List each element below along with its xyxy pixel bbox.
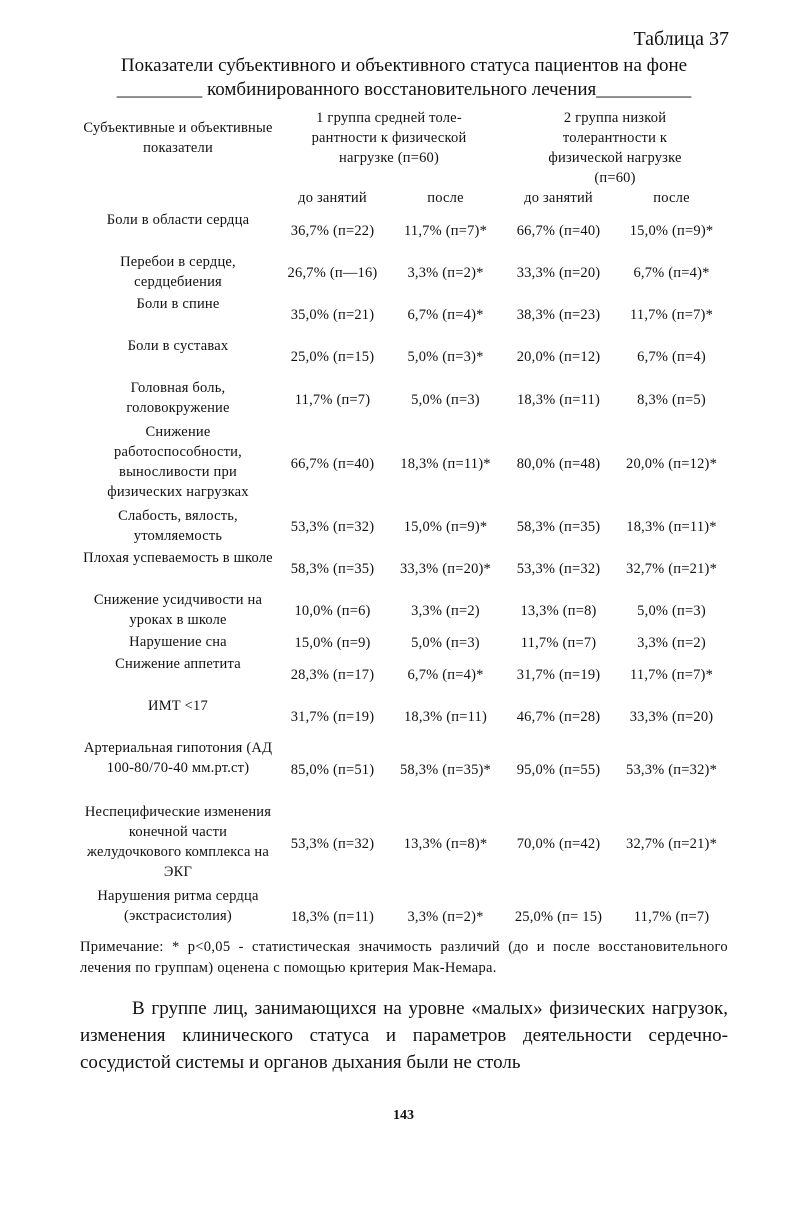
table-title — [80, 54, 728, 102]
row-indicator: Неспецифические изменения конечной части желудочкового комплекса на ЭКГ — [84, 804, 272, 880]
cell-g2-after: 11,7% (п=7)* — [629, 667, 714, 683]
subheader-before: до занятий — [298, 190, 367, 206]
cell-g1-before: 18,3% (п=11) — [290, 909, 375, 925]
cell-g2-after: 11,7% (п=7) — [633, 909, 710, 925]
cell-g1-after: 5,0% (п=3) — [411, 635, 480, 651]
cell-g2-after: 32,7% (п=21)* — [626, 836, 718, 852]
cell-g2-before: 46,7% (п=28) — [516, 709, 601, 725]
cell-g1-after: 18,3% (п=11)* — [400, 456, 491, 472]
cell-g2-after: 5,0% (п=3) — [637, 603, 706, 619]
cell-g1-before: 66,7% (п=40) — [290, 456, 375, 472]
table-row — [80, 378, 728, 422]
cell-g1-after: 3,3% (п=2)* — [407, 265, 484, 281]
row-indicator: Нарушения ритма сердца (экстрасистолия) — [97, 888, 259, 924]
cell-g1-before: 53,3% (п=32) — [290, 836, 375, 852]
cell-g2-after: 33,3% (п=20) — [629, 709, 714, 725]
cell-g1-after: 5,0% (п=3) — [411, 392, 480, 408]
cell-g2-before: 11,7% (п=7) — [520, 635, 597, 651]
cell-g2-before: 95,0% (п=55) — [516, 762, 601, 778]
cell-g2-before: 38,3% (п=23) — [516, 307, 601, 323]
table-row — [80, 802, 728, 886]
data-table — [80, 104, 728, 948]
subheader-before: до занятий — [524, 190, 593, 206]
cell-g1-after: 33,3% (п=20)* — [399, 561, 492, 577]
table-row — [80, 738, 728, 802]
cell-g2-after: 8,3% (п=5) — [637, 392, 706, 408]
row-indicator: Головная боль, головокружение — [126, 380, 230, 416]
row-indicator: Боли в спине — [136, 296, 220, 312]
cell-g2-after: 15,0% (п=9)* — [629, 223, 714, 239]
table-row — [80, 696, 728, 738]
row-indicator: Плохая успеваемость в школе — [83, 550, 273, 566]
cell-g1-after: 58,3% (п=35)* — [399, 762, 492, 778]
row-indicator: Снижение усидчивости на уроках в школе — [93, 592, 263, 628]
page-number: 143 — [393, 1108, 414, 1123]
paragraph-text: В группе лиц, занимающихся на уровне «малых» физических нагрузок, изменения клинического статуса и параметров деятельности сердечно-сосудистой системы и органов дыхания были не столь — [80, 998, 728, 1073]
cell-g2-before: 66,7% (п=40) — [516, 223, 601, 239]
cell-g2-after: 6,7% (п=4) — [637, 349, 706, 365]
row-indicator: Перебои в сердце, сердцебиения — [120, 254, 236, 290]
cell-g2-before: 33,3% (п=20) — [516, 265, 601, 281]
cell-g1-before: 58,3% (п=35) — [290, 561, 375, 577]
cell-g1-before: 36,7% (п=22) — [290, 223, 375, 239]
cell-g1-before: 26,7% (п—16) — [287, 265, 378, 281]
cell-g1-before: 11,7% (п=7) — [294, 392, 371, 408]
cell-g2-after: 20,0% (п=12)* — [626, 456, 718, 472]
row-indicator: Нарушение сна — [129, 634, 227, 650]
cell-g1-after: 5,0% (п=3)* — [407, 349, 484, 365]
cell-g1-after: 11,7% (п=7)* — [403, 223, 488, 239]
header-row — [80, 104, 728, 188]
cell-g1-before: 25,0% (п=15) — [290, 349, 375, 365]
subheader-after: после — [653, 190, 690, 206]
cell-g1-before: 28,3% (п=17) — [290, 667, 375, 683]
table-row — [80, 548, 728, 590]
cell-g1-before: 31,7% (п=19) — [290, 709, 375, 725]
cell-g2-after: 53,3% (п=32)* — [626, 762, 718, 778]
cell-g1-before: 53,3% (п=32) — [290, 519, 375, 535]
table-row — [80, 590, 728, 632]
table-row — [80, 506, 728, 548]
cell-g2-before: 31,7% (п=19) — [516, 667, 601, 683]
table-row — [80, 632, 728, 654]
subheader-after: после — [427, 190, 464, 206]
cell-g2-before: 58,3% (п=35) — [516, 519, 601, 535]
cell-g1-after: 15,0% (п=9)* — [403, 519, 488, 535]
cell-g2-before: 53,3% (п=32) — [516, 561, 601, 577]
cell-g1-after: 13,3% (п=8)* — [403, 836, 488, 852]
cell-g1-after: 18,3% (п=11) — [403, 709, 488, 725]
cell-g1-before: 10,0% (п=6) — [294, 603, 371, 619]
title-line-2: _________ комбинированного восстановительного лечения__________ — [116, 79, 692, 100]
cell-g2-before: 25,0% (п= 15) — [514, 909, 603, 925]
cell-g2-before: 18,3% (п=11) — [516, 392, 601, 408]
title-line-1: Показатели субъективного и объективного статуса пациентов на фоне — [120, 55, 688, 76]
header-indicator: Субъективные и объективные показатели — [83, 120, 273, 156]
table-label: Таблица 37 — [633, 28, 729, 50]
cell-g2-after: 11,7% (п=7)* — [629, 307, 714, 323]
table-row — [80, 210, 728, 252]
row-indicator: Артериальная гипотония (АД 100-80/70-40 мм.рт.ст) — [83, 740, 273, 776]
header-group-1: 1 группа средней толе-рантности к физической нагрузке (п=60) — [311, 110, 467, 166]
row-indicator: Боли в суставах — [127, 338, 229, 354]
table-row — [80, 336, 728, 378]
row-indicator: Слабость, вялость, утомляемость — [118, 508, 238, 544]
cell-g2-before: 70,0% (п=42) — [516, 836, 601, 852]
table-row — [80, 654, 728, 696]
row-indicator: Боли в области сердца — [106, 212, 250, 228]
cell-g1-after: 3,3% (п=2) — [411, 603, 480, 619]
cell-g2-after: 18,3% (п=11)* — [626, 519, 717, 535]
body-paragraph — [80, 995, 728, 1076]
cell-g1-after: 6,7% (п=4)* — [407, 667, 484, 683]
cell-g1-before: 15,0% (п=9) — [294, 635, 371, 651]
cell-g2-after: 3,3% (п=2) — [637, 635, 706, 651]
cell-g1-after: 6,7% (п=4)* — [407, 307, 484, 323]
row-indicator: Снижение аппетита — [115, 656, 241, 672]
cell-g2-before: 20,0% (п=12) — [516, 349, 601, 365]
cell-g1-before: 35,0% (п=21) — [290, 307, 375, 323]
row-indicator: ИМТ <17 — [148, 698, 208, 714]
table-row — [80, 422, 728, 506]
cell-g2-after: 6,7% (п=4)* — [633, 265, 710, 281]
cell-g1-after: 3,3% (п=2)* — [407, 909, 484, 925]
table-row — [80, 252, 728, 294]
cell-g2-before: 13,3% (п=8) — [520, 603, 597, 619]
table-row — [80, 294, 728, 336]
header-group-2: 2 группа низкой толерантности к физической нагрузке (п=60) — [548, 110, 682, 186]
cell-g2-after: 32,7% (п=21)* — [626, 561, 718, 577]
cell-g2-before: 80,0% (п=48) — [516, 456, 601, 472]
row-indicator: Снижение работоспособности, выносливости при физических нагрузках — [107, 424, 249, 500]
table-note: Примечание: * р<0,05 - статистическая значимость различий (до и после восстановительного лечения по группам) оценена с помощью критерия Мак-Немара. — [80, 939, 728, 976]
cell-g1-before: 85,0% (п=51) — [290, 762, 375, 778]
